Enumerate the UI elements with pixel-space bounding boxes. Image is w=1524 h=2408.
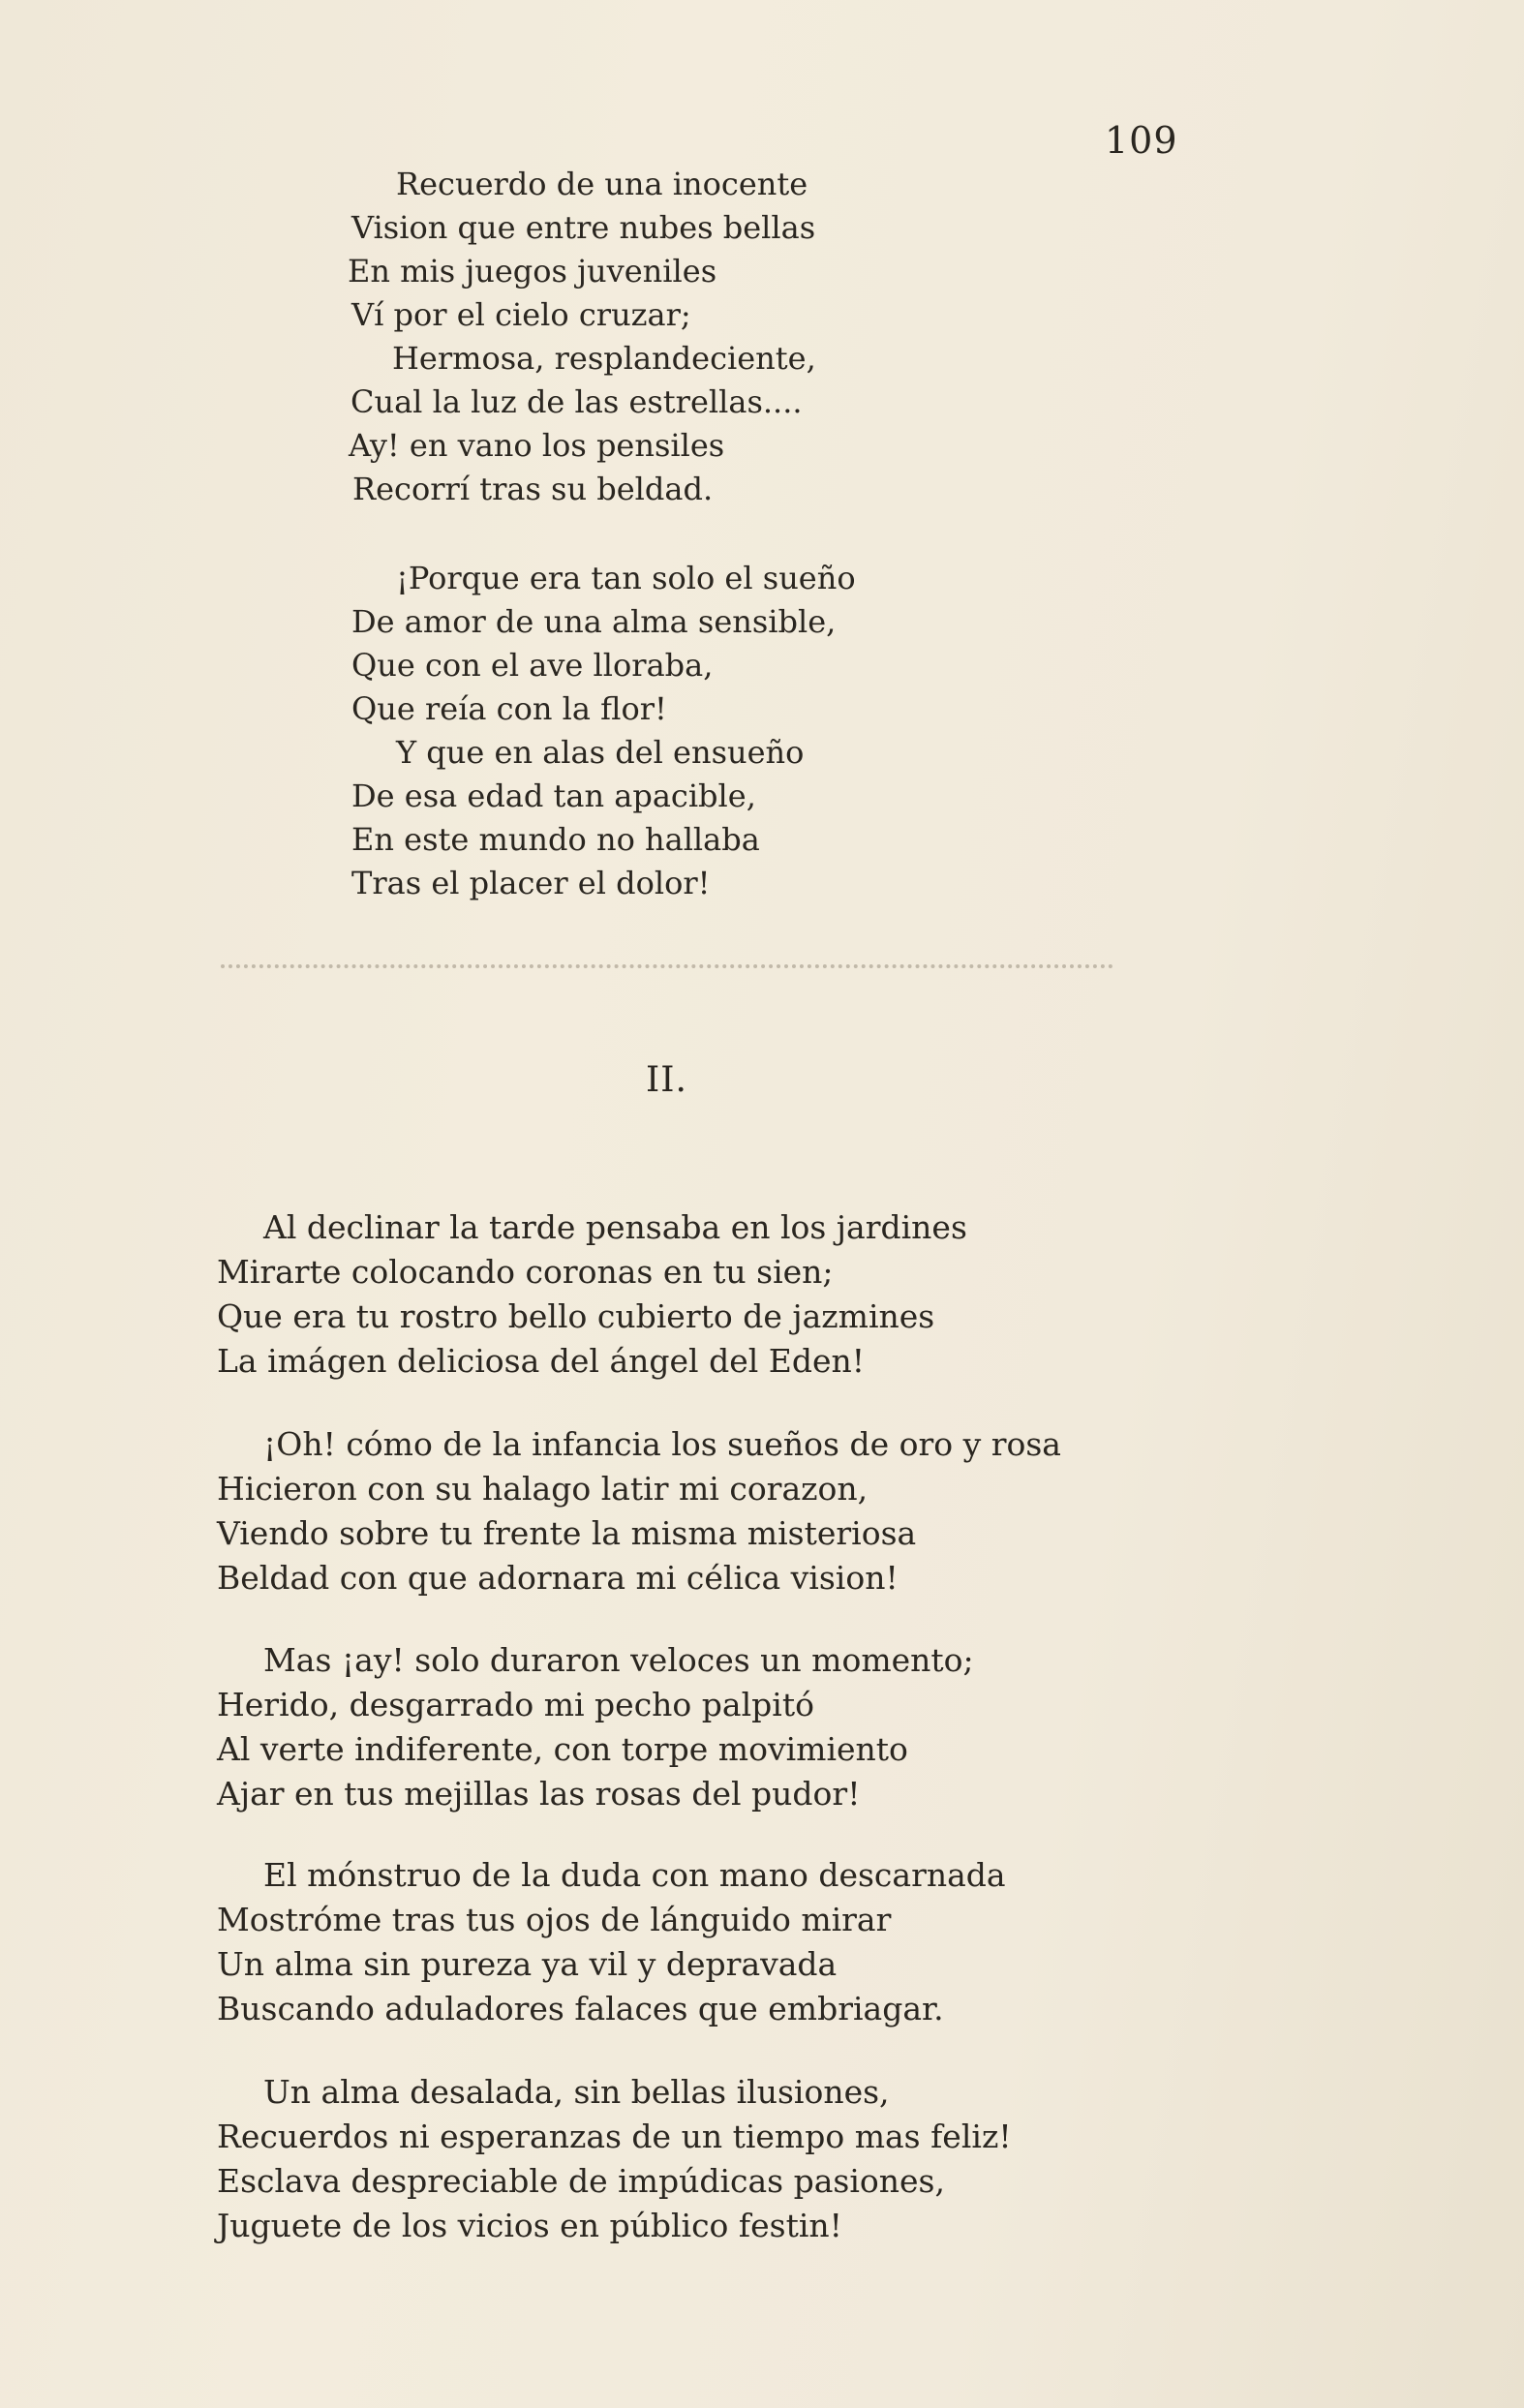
dotted-separator	[221, 964, 1113, 968]
verse-line: Ví por el cielo cruzar;	[351, 296, 691, 333]
verse-line: Y que en alas del ensueño	[396, 734, 805, 771]
verse-line: Mas ¡ay! solo duraron veloces un momento;	[263, 1641, 974, 1679]
verse-line: En este mundo no hallaba	[351, 821, 760, 858]
verse-line: Viendo sobre tu frente la misma misteriosa	[217, 1514, 917, 1552]
verse-line: Al declinar la tarde pensaba en los jardines	[263, 1208, 967, 1246]
verse-line: Hicieron con su halago latir mi corazon,	[217, 1470, 869, 1508]
stanza-3	[217, 1205, 967, 1384]
verse-line: En mis juegos juveniles	[348, 253, 717, 290]
verse-line: La imágen deliciosa del ángel del Eden!	[217, 1342, 866, 1380]
verse-line: Mirarte colocando coronas en tu sien;	[217, 1253, 834, 1291]
verse-line: Al verte indiferente, con torpe movimiento	[217, 1730, 908, 1768]
verse-line: ¡Oh! cómo de la infancia los sueños de oro y rosa	[263, 1425, 1061, 1463]
stanza-7	[217, 2070, 1012, 2248]
section-numeral: II.	[646, 1060, 687, 1100]
verse-line: Ay! en vano los pensiles	[349, 427, 725, 464]
verse-line: Ajar en tus mejillas las rosas del pudor!	[217, 1775, 861, 1813]
verse-line: Recuerdo de una inocente	[396, 166, 808, 202]
stanza-6	[217, 1853, 1006, 2031]
verse-line: De amor de una alma sensible,	[351, 603, 837, 640]
verse-line: Mostróme tras tus ojos de lánguido mirar	[217, 1901, 892, 1938]
verse-line: Cual la luz de las estrellas....	[351, 383, 803, 420]
verse-line: Vision que entre nubes bellas	[351, 209, 816, 246]
verse-line: Herido, desgarrado mi pecho palpitó	[217, 1686, 814, 1723]
verse-line: Beldad con que adornara mi célica vision!	[217, 1559, 899, 1597]
verse-line: Un alma sin pureza ya vil y depravada	[217, 1945, 838, 1983]
verse-line: Un alma desalada, sin bellas ilusiones,	[263, 2073, 890, 2111]
stanza-4	[217, 1422, 1061, 1600]
verse-line: Recuerdos ni esperanzas de un tiempo mas feliz!	[217, 2118, 1012, 2155]
verse-line: ¡Porque era tan solo el sueño	[396, 560, 856, 596]
verse-line: Recorrí tras su beldad.	[352, 471, 714, 507]
verse-line: Hermosa, resplandeciente,	[392, 340, 816, 377]
stanza-2	[344, 557, 856, 905]
stanza-5	[217, 1638, 974, 1816]
verse-line: Que reía con la flor!	[351, 690, 667, 727]
verse-line: Que con el ave lloraba,	[351, 647, 714, 684]
verse-line: Juguete de los vicios en público festin!	[217, 2207, 842, 2244]
verse-line: Esclava despreciable de impúdicas pasiones,	[217, 2162, 945, 2200]
verse-line: Tras el placer el dolor!	[351, 865, 711, 901]
verse-line: Buscando aduladores falaces que embriagar.	[217, 1990, 944, 2027]
verse-line: De esa edad tan apacible,	[351, 777, 756, 814]
verse-line: El mónstruo de la duda con mano descarnada	[263, 1856, 1006, 1894]
stanza-1	[344, 163, 816, 511]
verse-line: Que era tu rostro bello cubierto de jazmines	[217, 1297, 935, 1335]
page-number: 109	[1105, 119, 1178, 162]
